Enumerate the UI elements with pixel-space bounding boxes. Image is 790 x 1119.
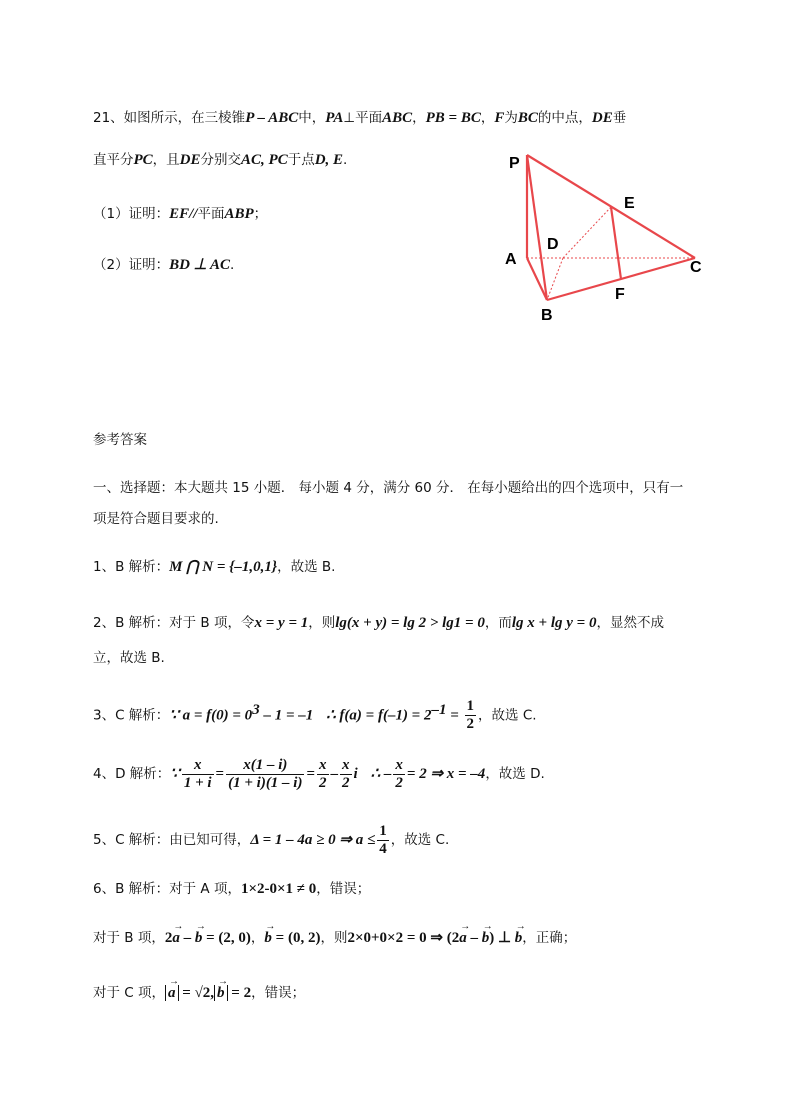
math: ABC <box>382 110 413 126</box>
math: BD ⊥ AC <box>169 257 230 273</box>
text: ，错误； <box>316 881 371 897</box>
math: ∴ – <box>370 766 392 782</box>
math: PB = BC <box>425 110 481 126</box>
text: 3、C 解析： <box>93 707 170 724</box>
math: = (0, 2) <box>271 930 321 946</box>
text: ； <box>253 206 268 222</box>
math: BC <box>517 110 538 126</box>
answer-1 <box>93 558 335 576</box>
math: = <box>215 766 225 782</box>
fraction <box>465 698 477 733</box>
fraction <box>226 757 304 792</box>
numerator: x <box>342 756 350 773</box>
math: F <box>494 110 505 126</box>
math: 1×2-0×1 ≠ 0 <box>240 881 317 897</box>
math: DE <box>179 152 201 168</box>
math-superscript: –1 <box>431 702 447 718</box>
math-superscript: 3 <box>252 702 260 718</box>
math: lg(x + y) = lg 2 > lg1 = 0 <box>335 615 485 631</box>
math: ABP <box>224 206 254 222</box>
answers-heading: 参考答案 <box>93 432 147 448</box>
text: ⊥平面 <box>343 110 383 126</box>
denominator: 2 <box>319 774 327 791</box>
text: 对于 C 项， <box>93 985 166 1001</box>
answer-3 <box>93 692 537 734</box>
text: ，故选 C. <box>390 832 450 848</box>
math: 2 <box>164 930 173 946</box>
vector-b: → b <box>515 929 523 947</box>
text: 4、D 解析： <box>93 766 171 782</box>
math: lg x + lg y = 0 <box>511 615 597 631</box>
math: 2×0+0×2 = 0 ⇒ (2 <box>347 930 460 946</box>
math: x = y = 1 <box>254 615 309 631</box>
math: ∵ <box>170 766 180 782</box>
section1-line-2: 项是符合题目要求的. <box>93 511 219 527</box>
denominator: 2 <box>342 774 350 791</box>
segment-EF <box>611 207 621 279</box>
text: . <box>343 152 348 168</box>
math: Δ = 1 – 4a ≥ 0 ⇒ a ≤ <box>250 832 376 848</box>
pyramid-figure <box>500 148 715 328</box>
numerator: 1 <box>379 822 387 839</box>
text: 6、B 解析：对于 A 项， <box>93 881 241 897</box>
text: ，显然不成 <box>596 615 664 631</box>
text: ，错误； <box>251 985 306 1001</box>
text: ，且 <box>152 152 180 168</box>
section1-line-1: 一、选择题：本大题共 15 小题． 每小题 4 分，满分 60 分． 在每小题给出的四个选项中，只有一 <box>93 480 684 496</box>
label-D: D <box>547 236 559 253</box>
math: = 2 <box>227 985 252 1001</box>
abs-value <box>165 985 179 1001</box>
text: 1、B 解析： <box>93 559 170 575</box>
vector-a: → a <box>168 984 176 1002</box>
fraction <box>393 757 405 792</box>
math: – <box>179 930 195 946</box>
text: ， <box>412 110 426 126</box>
vector-b: → b <box>482 929 490 947</box>
vector-a: → a <box>459 929 467 947</box>
answer-6-line-1 <box>93 880 370 898</box>
text: ，故选 B. <box>277 559 336 575</box>
problem-line-2 <box>93 151 347 169</box>
answer-2-line-2: 立，故选 B. <box>93 650 165 666</box>
math: i <box>353 766 358 782</box>
numerator: 1 <box>466 698 475 714</box>
text: ，故选 C. <box>478 707 537 724</box>
math: – 1 = –1 <box>259 707 314 724</box>
text: （1）证明： <box>93 206 170 222</box>
fraction <box>377 823 389 858</box>
text: ， <box>480 110 495 126</box>
fraction <box>182 757 214 792</box>
label-P: P <box>509 155 520 172</box>
text: 2、B 解析：对于 B 项，令 <box>93 615 255 631</box>
text: ，正确； <box>522 930 577 946</box>
answer-2-line-1 <box>93 614 664 632</box>
math: = √2, <box>178 985 215 1001</box>
denominator: 2 <box>466 716 475 732</box>
problem-part-1 <box>93 205 267 223</box>
text: 的中点， <box>537 110 592 126</box>
math: ∵ a = f(0) = 0 <box>169 707 253 724</box>
answer-4 <box>93 756 545 792</box>
problem-number: 21、如图所示，在三棱锥 <box>93 110 246 126</box>
label-E: E <box>624 195 635 212</box>
denominator: (1 + i)(1 – i) <box>228 774 303 791</box>
text: ， <box>250 930 265 946</box>
label-A: A <box>505 251 517 268</box>
fraction <box>317 757 329 792</box>
label-F: F <box>615 286 625 303</box>
math: ∴ f(a) = f(–1) = 2 <box>326 707 432 724</box>
numerator: x <box>319 756 327 773</box>
text: 5、C 解析：由已知可得， <box>93 832 251 848</box>
math: PA <box>325 110 344 126</box>
vector-a: → a <box>172 929 180 947</box>
denominator: 4 <box>379 840 387 857</box>
fraction <box>340 757 352 792</box>
math: – <box>466 930 482 946</box>
math: M ⋂ N = {–1,0,1} <box>169 559 278 575</box>
segment-BD <box>547 258 563 300</box>
denominator: 2 <box>395 774 403 791</box>
math: = 2 ⇒ x = –4 <box>406 766 486 782</box>
text: 为 <box>504 110 518 126</box>
text: 平面 <box>197 206 225 222</box>
text: ，故选 D. <box>485 766 545 782</box>
math: D, E <box>314 152 344 168</box>
math: AC, PC <box>241 152 288 168</box>
math: – <box>330 766 339 782</box>
text: ，则 <box>308 615 336 631</box>
math: DE <box>591 110 613 126</box>
math: = <box>446 707 463 724</box>
math: = <box>306 766 316 782</box>
text: 垂 <box>612 110 627 126</box>
text: （2）证明： <box>93 257 170 273</box>
math: P – ABC <box>245 110 299 126</box>
abs-value <box>214 985 228 1001</box>
numerator: x <box>395 756 403 773</box>
answer-6-line-2 <box>93 929 576 947</box>
numerator: x(1 – i) <box>226 757 304 775</box>
math: ) ⊥ <box>489 930 515 946</box>
problem-part-2 <box>93 256 234 274</box>
denominator: 1 + i <box>183 774 212 791</box>
segment-DE <box>563 207 611 258</box>
problem-line-1 <box>93 109 626 127</box>
text: . <box>229 257 235 273</box>
vector-b: → b <box>195 929 203 947</box>
text: 于点 <box>287 152 315 168</box>
vector-b: → b <box>264 929 272 947</box>
text: 中， <box>298 110 326 126</box>
numerator: x <box>182 757 214 775</box>
text: ，而 <box>484 615 512 631</box>
vector-b: → b <box>217 984 225 1002</box>
text: 对于 B 项， <box>93 930 165 946</box>
text: 分别交 <box>200 152 242 168</box>
math: = (2, 0) <box>202 930 251 946</box>
math: EF// <box>169 206 198 222</box>
label-B: B <box>541 307 553 324</box>
math: PC <box>133 152 153 168</box>
text: 直平分 <box>93 152 134 168</box>
text: ，则 <box>320 930 348 946</box>
answer-6-line-3 <box>93 984 305 1002</box>
answer-5 <box>93 822 449 858</box>
label-C: C <box>690 259 702 276</box>
